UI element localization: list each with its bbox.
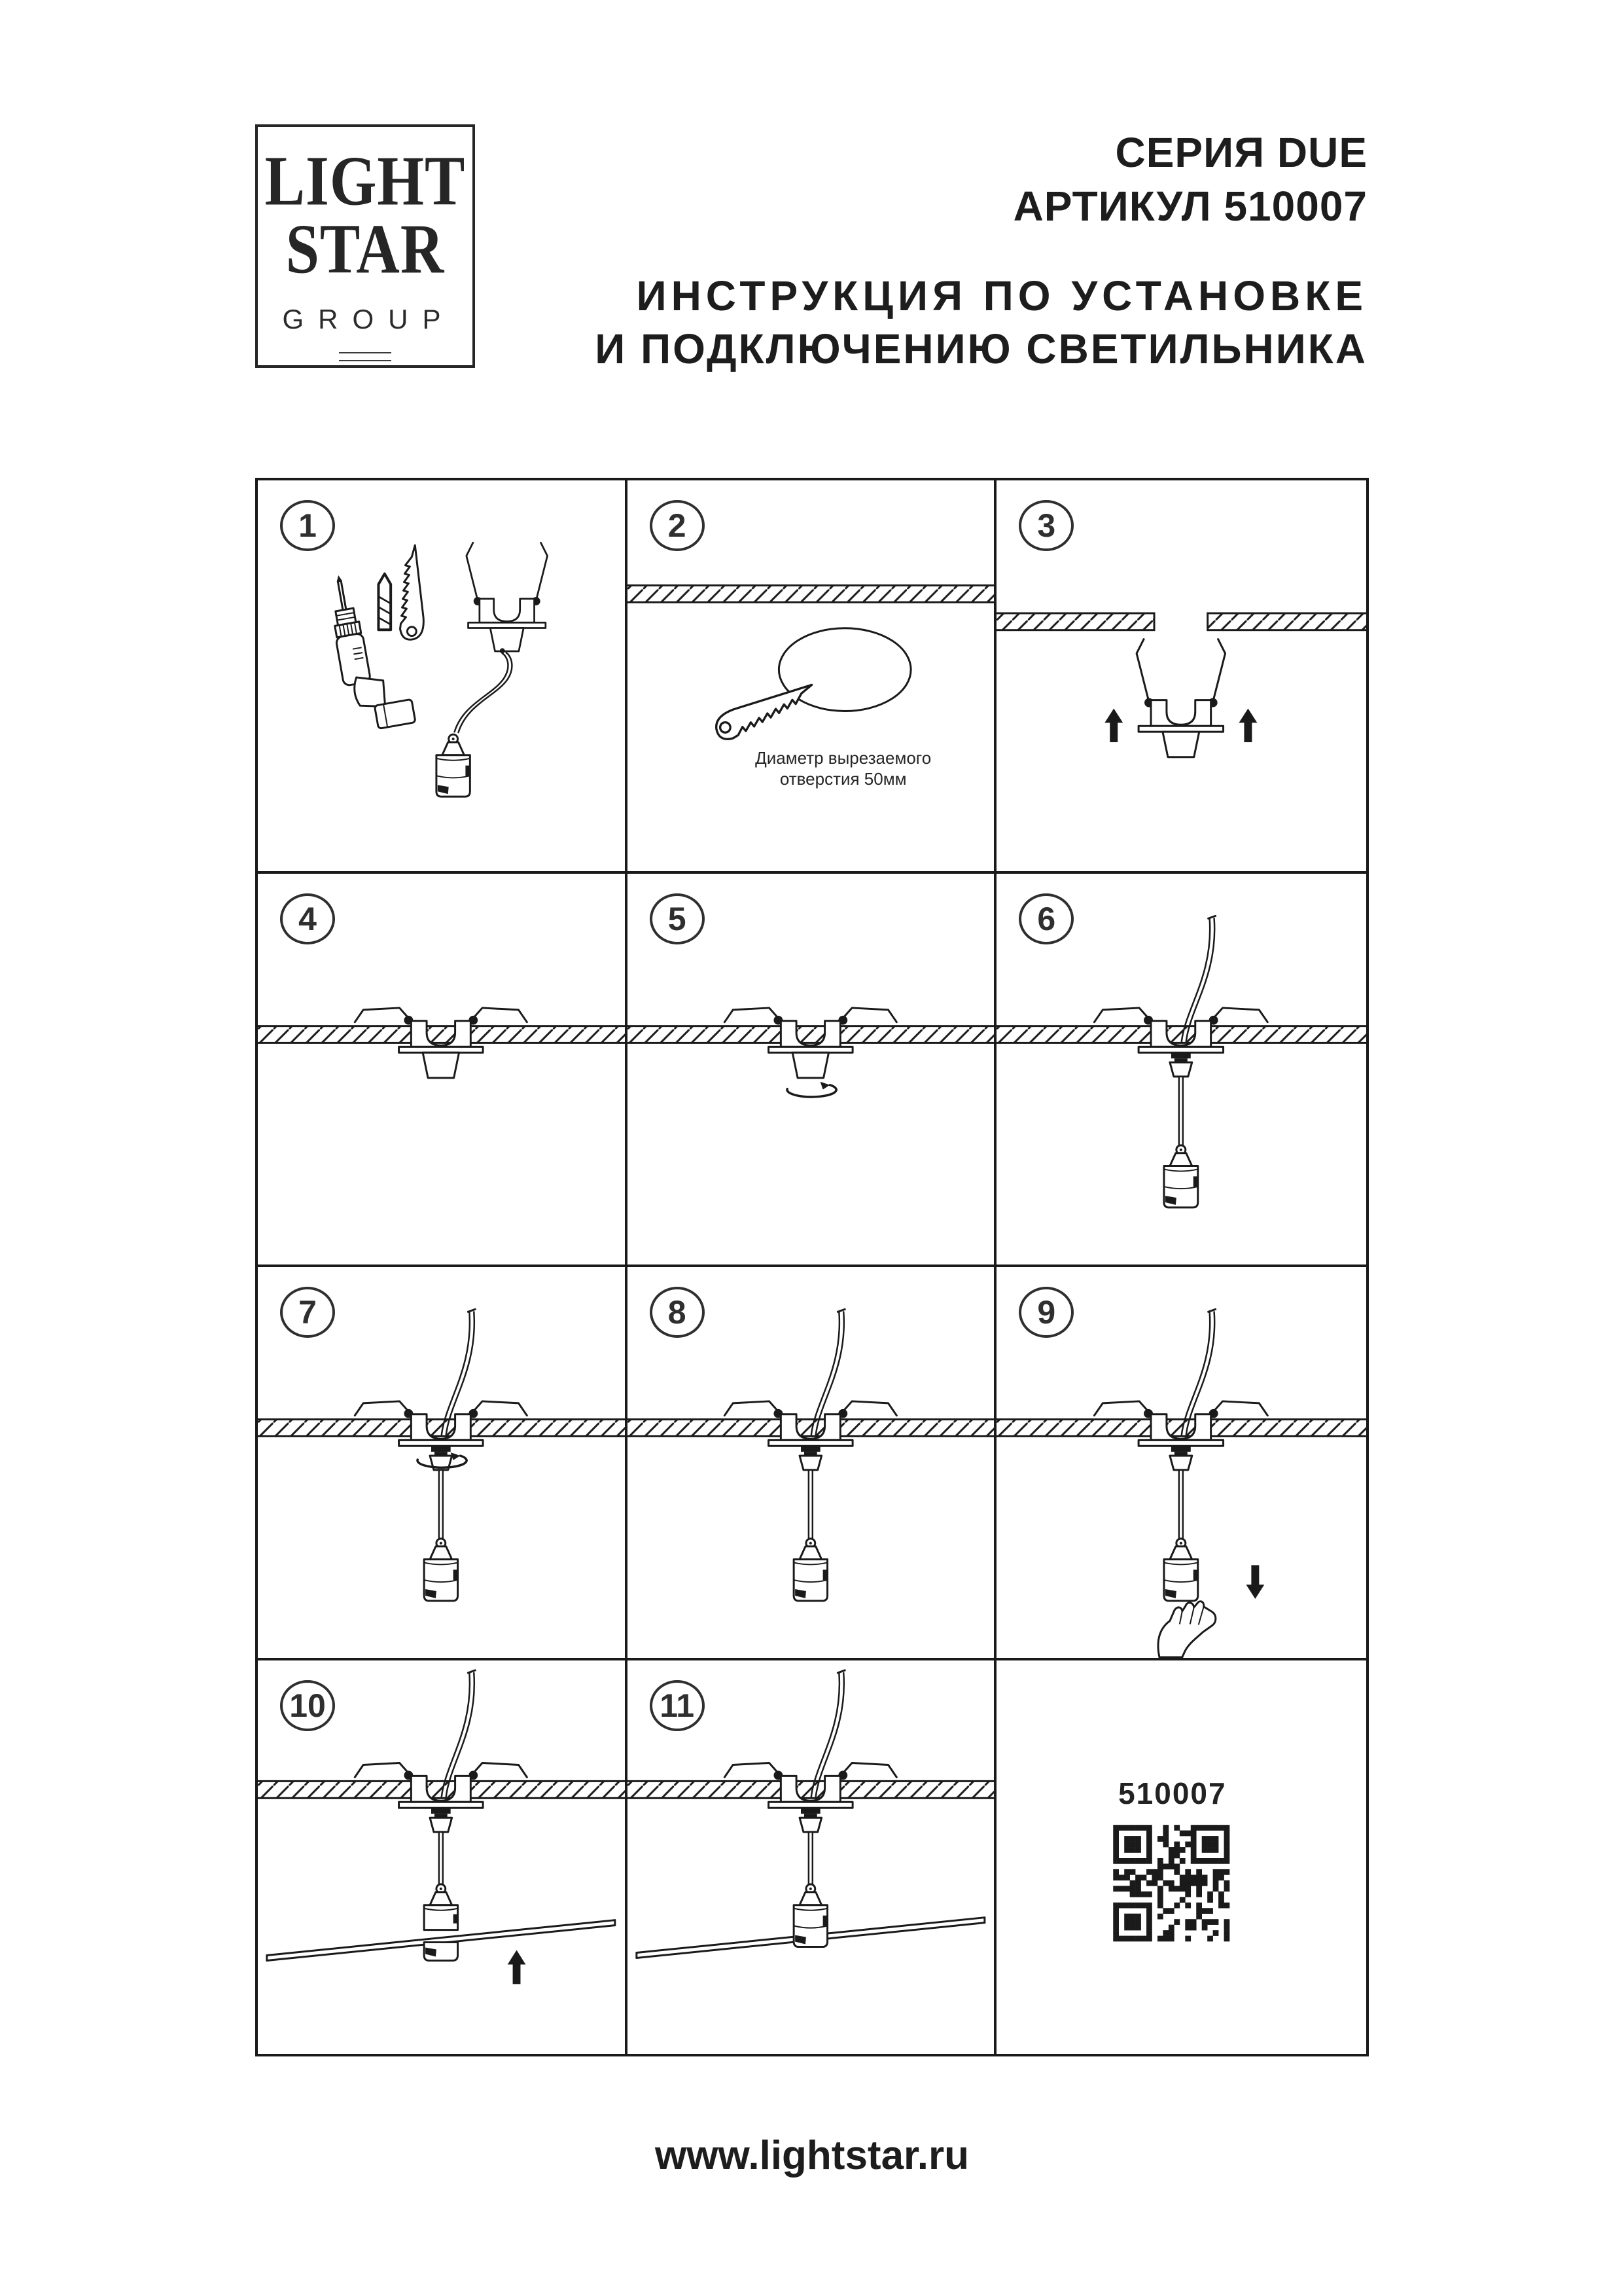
drill-bit-icon xyxy=(378,574,391,630)
step-cell-10 xyxy=(258,1660,627,2054)
lamp-socket-icon xyxy=(794,1539,827,1601)
flag-white-segment xyxy=(339,352,391,361)
down-arrow-icon xyxy=(1246,1565,1265,1598)
lamp-socket-icon xyxy=(1164,1539,1198,1601)
italian-flag-bar xyxy=(287,352,444,361)
page-title-line1: ИНСТРУКЦИЯ ПО УСТАНОВКЕ xyxy=(636,272,1368,319)
page-title-line2: И ПОДКЛЮЧЕНИЮ СВЕТИЛЬНИКА xyxy=(595,325,1368,372)
step-number-badge: 8 xyxy=(650,1287,705,1338)
rotate-arrow-icon xyxy=(787,1082,836,1097)
up-arrow-icon xyxy=(1239,708,1258,742)
qr-code xyxy=(997,1660,1366,2054)
step-cell-11 xyxy=(627,1660,997,2054)
series-article-block xyxy=(1014,126,1368,233)
website-url: www.lightstar.ru xyxy=(655,2133,969,2178)
fixture-housing-icon xyxy=(355,1670,527,1832)
step-number-badge: 6 xyxy=(1019,893,1074,944)
fixture-housing-icon xyxy=(724,1309,896,1470)
fixture-housing-icon xyxy=(1137,639,1225,757)
step-number-badge: 3 xyxy=(1019,500,1074,551)
lamp-socket-icon xyxy=(436,734,470,797)
cordless-drill-icon xyxy=(325,567,415,734)
fixture-housing-icon xyxy=(1095,916,1268,1077)
hand-icon xyxy=(1158,1602,1216,1657)
step-cell-9 xyxy=(997,1267,1366,1660)
lightstar-logo xyxy=(255,124,475,368)
series-title: СЕРИЯ DUE xyxy=(1115,129,1368,176)
step-number-badge: 2 xyxy=(650,500,705,551)
socket-sleeve-icon xyxy=(424,1943,457,1961)
fixture-housing-icon xyxy=(1095,1309,1268,1470)
logo-word-group: GROUP xyxy=(282,304,455,334)
step-cell-4 xyxy=(258,874,627,1267)
step-cell-2 xyxy=(627,480,997,874)
step-number-badge: 5 xyxy=(650,893,705,944)
qr-article-label: 510007 xyxy=(1118,1776,1227,1810)
step-number-badge: 10 xyxy=(280,1680,335,1731)
logo-word-star: STAR xyxy=(285,209,445,288)
logo-word-light: LIGHT xyxy=(264,141,466,221)
step-cell-5 xyxy=(627,874,997,1267)
lamp-socket-icon xyxy=(424,1539,457,1601)
step-cell-6 xyxy=(997,874,1366,1267)
step-number-badge: 11 xyxy=(650,1680,705,1731)
lamp-socket-icon xyxy=(1164,1145,1198,1208)
steps-grid xyxy=(255,478,1369,2056)
fixture-housing-icon xyxy=(467,543,548,651)
up-arrow-icon xyxy=(1105,708,1123,742)
keyhole-saw-icon xyxy=(400,545,424,639)
step-cell-8 xyxy=(627,1267,997,1660)
flag-red-segment xyxy=(391,352,444,361)
up-arrow-icon xyxy=(508,1950,526,1984)
lamp-socket-icon xyxy=(794,1884,827,1947)
logo-wordmark xyxy=(264,141,466,288)
page-title xyxy=(595,270,1368,376)
step-number-badge: 9 xyxy=(1019,1287,1074,1338)
fixture-housing-icon xyxy=(724,1670,896,1832)
qr-cell xyxy=(997,1660,1366,2054)
hole-diameter-caption: Диаметр вырезаемого отверстия 50мм xyxy=(755,748,932,789)
lamp-socket-icon xyxy=(424,1884,457,1930)
step-cell-3 xyxy=(997,480,1366,874)
step-cell-1 xyxy=(258,480,627,874)
article-number: АРТИКУЛ 510007 xyxy=(1013,183,1368,230)
step-number-badge: 4 xyxy=(280,893,335,944)
step-cell-7 xyxy=(258,1267,627,1660)
step-number-badge: 7 xyxy=(280,1287,335,1338)
flag-green-segment xyxy=(287,352,339,361)
fixture-housing-icon xyxy=(355,1309,527,1470)
step-number-badge: 1 xyxy=(280,500,335,551)
